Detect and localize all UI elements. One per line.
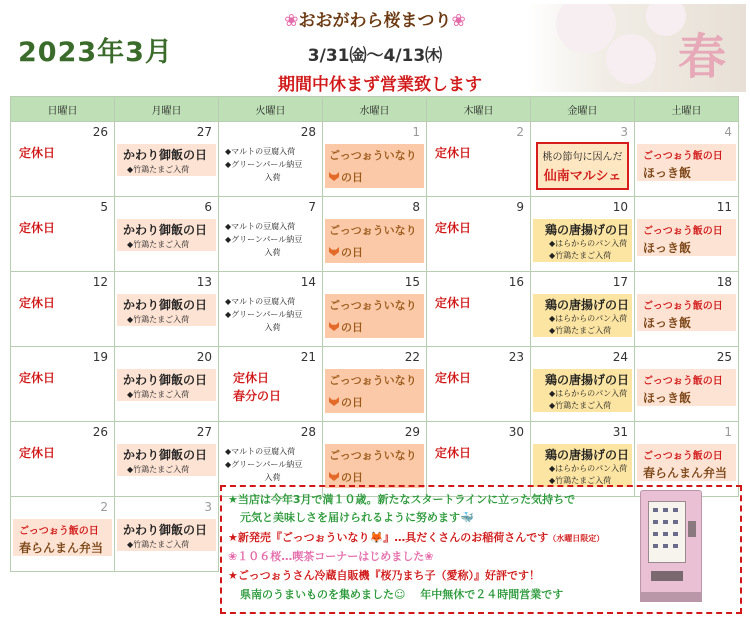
event-title: かわり御飯の日 <box>123 223 208 237</box>
event-detail: ◆はらからのパン入荷 <box>549 239 628 248</box>
info-line-hours: 県南のうまいものを集めました☺ 年中無休で２４時間営業です <box>240 588 564 601</box>
event-title: 鶏の唐揚げの日 <box>545 223 630 237</box>
closed-label: 定休日 <box>435 371 472 385</box>
fox-icon: 🦊 <box>369 531 384 544</box>
day-number: 23 <box>508 350 524 364</box>
closed-label: 定休日 <box>435 146 472 160</box>
event-tofu <box>221 294 320 333</box>
closed-label: 定休日 <box>19 296 56 310</box>
event-title: ごっつぉう飯の日 <box>643 451 723 462</box>
day-number: 1 <box>412 125 420 139</box>
day-number: 16 <box>508 275 524 289</box>
event-gotsu-inari <box>325 219 424 263</box>
event-gotsu-inari <box>325 294 424 338</box>
day-cell[interactable] <box>115 272 219 347</box>
event-detail: ◆はらからのパン入荷 <box>549 314 628 323</box>
event-detail: ◆マルトの豆腐入荷 <box>225 147 296 156</box>
day-cell[interactable] <box>531 272 635 347</box>
weekday-header: 日曜日 <box>11 97 115 122</box>
vending-machine-image <box>640 490 702 602</box>
day-cell[interactable] <box>115 197 219 272</box>
day-cell[interactable] <box>219 197 323 272</box>
event-kawari <box>117 144 216 176</box>
event-detail: 入荷 <box>264 323 281 332</box>
info-line-cafe: ❀１０６桜…喫茶コーナーはじめました❀ <box>228 550 434 563</box>
event-karaage <box>533 444 632 487</box>
event-detail: ◆はらからのパン入荷 <box>549 464 628 473</box>
event-title: ごっつぉう飯の日 <box>643 151 723 162</box>
weekday-header: 月曜日 <box>115 97 219 122</box>
day-number: 10 <box>612 200 628 214</box>
fox-icon <box>329 472 339 481</box>
event-title: の日 <box>325 391 424 413</box>
event-title: かわり御飯の日 <box>123 448 208 462</box>
day-number: 2 <box>100 500 108 514</box>
fox-icon <box>329 172 339 181</box>
page-title: 2023年3月 <box>18 37 173 68</box>
event-detail: ◆マルトの豆腐入荷 <box>225 447 296 456</box>
event-kawari <box>117 519 216 551</box>
event-detail: ◆竹鶏たまご入荷 <box>127 315 190 324</box>
event-detail: ◆竹鶏たまご入荷 <box>127 540 190 549</box>
closed-label: 定休日 <box>19 446 56 460</box>
weekday-header: 水曜日 <box>323 97 427 122</box>
event-detail: ◆はらからのパン入荷 <box>549 389 628 398</box>
day-number: 28 <box>300 125 316 139</box>
event-karaage <box>533 294 632 337</box>
event-detail: ◆竹鶏たまご入荷 <box>127 165 190 174</box>
event-title: の日 <box>325 316 424 338</box>
day-cell[interactable] <box>427 197 531 272</box>
haru-character: 春 <box>677 29 726 85</box>
event-title: かわり御飯の日 <box>123 523 208 537</box>
event-detail: ◆竹鶏たまご入荷 <box>549 326 612 335</box>
event-gohan <box>637 219 736 256</box>
day-cell[interactable] <box>219 347 323 422</box>
day-cell[interactable] <box>635 272 739 347</box>
closed-label: 定休日 <box>19 371 56 385</box>
info-line-anniversary: ★当店は今年3月で満１０歳。新たなスタートラインに立った気持ちで <box>228 493 576 506</box>
fox-icon <box>329 322 339 331</box>
day-cell[interactable] <box>115 347 219 422</box>
event-tofu <box>221 219 320 258</box>
day-cell[interactable] <box>11 422 115 497</box>
day-number: 3 <box>620 125 628 139</box>
weekday-header: 木曜日 <box>427 97 531 122</box>
event-detail: ほっき飯 <box>643 316 692 330</box>
event-kawari <box>117 444 216 476</box>
festival-label: おおがわら桜まつり <box>298 11 452 31</box>
day-number: 27 <box>196 425 212 439</box>
day-number: 29 <box>404 425 420 439</box>
day-number: 26 <box>92 425 108 439</box>
day-number: 14 <box>300 275 316 289</box>
event-title: ごっつぉういなり <box>329 299 417 312</box>
event-detail: 入荷 <box>264 473 281 482</box>
event-title: 鶏の唐揚げの日 <box>545 448 630 462</box>
festival-banner <box>250 6 500 66</box>
info-line-commitment: 元気と美味しさを届けられるように努めます🐳 <box>240 511 474 524</box>
event-detail: 春らんまん弁当 <box>643 466 728 480</box>
event-detail: ◆竹鶏たまご入荷 <box>549 251 612 260</box>
event-kawari <box>117 219 216 251</box>
day-number: 15 <box>404 275 420 289</box>
event-karaage <box>533 369 632 412</box>
event-detail: 入荷 <box>264 248 281 257</box>
day-number: 2 <box>516 125 524 139</box>
event-detail: ほっき飯 <box>643 241 692 255</box>
day-cell[interactable] <box>323 197 427 272</box>
info-line-new-product: ★新発売『ごっつぉういなり🦊』…具だくさんのお稲荷さんです（水曜日限定） <box>228 531 605 544</box>
event-title: ごっつぉう飯の日 <box>643 226 723 237</box>
day-number: 20 <box>196 350 212 364</box>
closed-label: 定休日 <box>233 371 270 385</box>
day-number: 22 <box>404 350 420 364</box>
day-number: 9 <box>516 200 524 214</box>
day-cell[interactable] <box>427 347 531 422</box>
day-number: 6 <box>204 200 212 214</box>
event-detail: ◆グリーンパール納豆 <box>225 235 303 244</box>
day-cell[interactable] <box>219 272 323 347</box>
spring-decoration-image <box>526 4 746 92</box>
event-gohan <box>13 519 112 556</box>
day-number: 11 <box>716 200 732 214</box>
sakura-icon: ❀ <box>424 550 434 563</box>
closed-label: 定休日 <box>435 446 472 460</box>
day-number: 19 <box>92 350 108 364</box>
day-cell[interactable] <box>427 272 531 347</box>
event-title: 鶏の唐揚げの日 <box>545 373 630 387</box>
event-title: の日 <box>325 166 424 188</box>
day-number: 28 <box>300 425 316 439</box>
event-title: 鶏の唐揚げの日 <box>545 298 630 312</box>
closed-label: 定休日 <box>435 296 472 310</box>
event-title: ごっつぉういなり <box>329 224 417 237</box>
event-title: かわり御飯の日 <box>123 298 208 312</box>
event-tofu <box>221 144 320 183</box>
event-title: かわり御飯の日 <box>123 148 208 162</box>
day-number: 21 <box>300 350 316 364</box>
event-detail: ◆竹鶏たまご入荷 <box>127 465 190 474</box>
closed-label: 定休日 <box>19 221 56 235</box>
event-detail: ◆グリーンパール納豆 <box>225 460 303 469</box>
day-cell[interactable] <box>531 197 635 272</box>
day-cell[interactable] <box>323 272 427 347</box>
event-detail: ◆グリーンパール納豆 <box>225 160 303 169</box>
day-number: 27 <box>196 125 212 139</box>
day-number: 5 <box>100 200 108 214</box>
event-detail: ◆竹鶏たまご入荷 <box>549 401 612 410</box>
day-cell[interactable] <box>323 122 427 197</box>
event-shunbun <box>219 365 322 405</box>
day-cell[interactable] <box>427 122 531 197</box>
event-title: ごっつぉう飯の日 <box>643 301 723 312</box>
event-detail: 桃の節句に因んだ <box>542 152 623 163</box>
event-title: かわり御飯の日 <box>123 373 208 387</box>
event-tofu <box>221 444 320 483</box>
day-number: 17 <box>612 275 628 289</box>
day-number: 4 <box>724 125 732 139</box>
day-number: 7 <box>308 200 316 214</box>
event-detail: ◆グリーンパール納豆 <box>225 310 303 319</box>
day-cell[interactable] <box>11 497 115 572</box>
event-title: ごっつぉういなり <box>329 149 417 162</box>
event-gohan <box>637 369 736 406</box>
event-title: の日 <box>325 466 424 488</box>
sakura-icon: ❀ <box>228 550 238 563</box>
day-cell[interactable] <box>11 272 115 347</box>
day-cell[interactable] <box>11 197 115 272</box>
day-cell[interactable] <box>115 422 219 497</box>
whale-icon: 🐳 <box>460 511 474 524</box>
event-karaage <box>533 219 632 262</box>
holiday-label: 春分の日 <box>233 389 282 403</box>
day-number: 25 <box>716 350 732 364</box>
day-cell[interactable] <box>219 122 323 197</box>
day-cell[interactable] <box>635 347 739 422</box>
day-cell[interactable] <box>635 197 739 272</box>
event-title: の日 <box>325 241 424 263</box>
day-number: 8 <box>412 200 420 214</box>
day-number: 12 <box>92 275 108 289</box>
event-kawari <box>117 369 216 401</box>
open-notice: 期間中休まず営業致します <box>278 75 482 95</box>
day-number: 31 <box>612 425 628 439</box>
day-number: 3 <box>204 500 212 514</box>
sakura-icon: ❀ <box>451 11 466 31</box>
day-number: 26 <box>92 125 108 139</box>
event-title: ごっつぉういなり <box>329 374 417 387</box>
event-gohan <box>637 294 736 331</box>
festival-dates: 3/31㈮～4/13㈭ <box>307 46 443 66</box>
day-number: 1 <box>724 425 732 439</box>
fox-icon <box>329 247 339 256</box>
event-detail: ほっき飯 <box>643 391 692 405</box>
day-cell[interactable] <box>11 122 115 197</box>
day-number: 24 <box>612 350 628 364</box>
event-gohan <box>637 444 736 481</box>
event-gotsu-inari <box>325 369 424 413</box>
event-title: ごっつぉう飯の日 <box>19 526 99 537</box>
festival-name <box>250 6 500 31</box>
day-cell[interactable] <box>115 122 219 197</box>
day-number: 18 <box>716 275 732 289</box>
day-cell[interactable] <box>11 347 115 422</box>
event-marche <box>536 142 629 190</box>
event-detail: ◆マルトの豆腐入荷 <box>225 222 296 231</box>
event-detail: 入荷 <box>264 173 281 182</box>
day-cell[interactable] <box>635 122 739 197</box>
weekday-header: 火曜日 <box>219 97 323 122</box>
event-detail: ◆マルトの豆腐入荷 <box>225 297 296 306</box>
event-gohan <box>637 144 736 181</box>
day-cell[interactable] <box>531 347 635 422</box>
event-detail: ◆竹鶏たまご入荷 <box>127 240 190 249</box>
day-number: 13 <box>196 275 212 289</box>
event-detail: 春らんまん弁当 <box>19 541 104 555</box>
weekday-header: 金曜日 <box>531 97 635 122</box>
event-gotsu-inari <box>325 144 424 188</box>
day-cell[interactable] <box>531 122 635 197</box>
event-title: ごっつぉう飯の日 <box>643 376 723 387</box>
weekday-header: 土曜日 <box>635 97 739 122</box>
event-detail: ◆竹鶏たまご入荷 <box>549 476 612 485</box>
sakura-icon: ❀ <box>284 11 299 31</box>
fox-icon <box>329 397 339 406</box>
event-gotsu-inari <box>325 444 424 488</box>
info-line-vending: ★ごっつぉうさん冷蔵自販機『桜乃まち子（愛称）』好評です！ <box>228 569 541 582</box>
event-detail: ほっき飯 <box>643 166 692 180</box>
closed-label: 定休日 <box>19 146 56 160</box>
day-cell[interactable] <box>323 347 427 422</box>
event-detail: ◆竹鶏たまご入荷 <box>127 390 190 399</box>
event-kawari <box>117 294 216 326</box>
event-title: ごっつぉういなり <box>329 449 417 462</box>
event-title: 仙南マルシェ <box>543 169 622 184</box>
day-cell[interactable] <box>115 497 219 572</box>
closed-label: 定休日 <box>435 221 472 235</box>
day-number: 30 <box>508 425 524 439</box>
